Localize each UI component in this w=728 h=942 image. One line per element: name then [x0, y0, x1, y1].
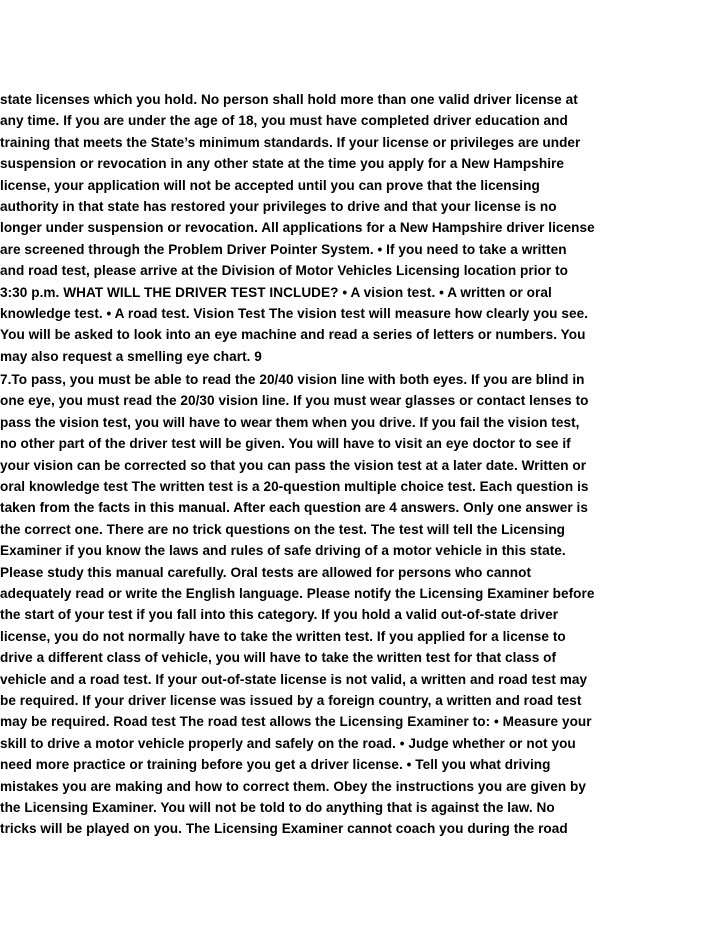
text-line: Examiner if you know the laws and rules of safe driving of a motor vehicle in this state.	[0, 543, 566, 559]
text-line: need more practice or training before you get a driver license. • Tell you what driving	[0, 757, 551, 773]
text-line: may be required. Road test The road test allows the Licensing Examiner to: • Measure your	[0, 714, 592, 730]
text-line: 7.To pass, you must be able to read the 20/40 vision line with both eyes. If you are blind in	[0, 372, 585, 388]
paragraph-driver-test-details	[0, 369, 640, 840]
text-line: authority in that state has restored your privileges to drive and that your license is no	[0, 198, 557, 214]
text-line: be required. If your driver license was issued by a foreign country, a written and road test	[0, 692, 582, 708]
text-line: vehicle and a road test. If your out-of-state license is not valid, a written and road test may	[0, 671, 588, 687]
text-line: the start of your test if you fall into this category. If you hold a valid out-of-state driver	[0, 607, 559, 623]
text-line: one eye, you must read the 20/30 vision line. If you must wear glasses or contact lenses to	[0, 393, 589, 409]
text-line: knowledge test. • A road test. Vision Test The vision test will measure how clearly you see.	[0, 305, 589, 321]
text-line: suspension or revocation in any other state at the time you apply for a New Hampshire	[0, 156, 564, 172]
paragraph-licensing-requirements	[0, 89, 640, 367]
text-line: oral knowledge test The written test is a 20-question multiple choice test. Each question is	[0, 479, 589, 495]
text-line: state licenses which you hold. No person shall hold more than one valid driver license at	[0, 92, 578, 107]
text-line: the Licensing Examiner. You will not be told to do anything that is against the law. No	[0, 799, 555, 815]
text-line: tricks will be played on you. The Licensing Examiner cannot coach you during the road	[0, 821, 568, 837]
text-line: 3:30 p.m. WHAT WILL THE DRIVER TEST INCLUDE? • A vision test. • A written or oral	[0, 284, 552, 300]
text-line: your vision can be corrected so that you can pass the vision test at a later date. Written or	[0, 457, 587, 473]
text-line: longer under suspension or revocation. All applications for a New Hampshire driver license	[0, 220, 595, 236]
text-line: are screened through the Problem Driver Pointer System. • If you need to take a written	[0, 241, 567, 257]
text-line: license, you do not normally have to take the written test. If you applied for a license to	[0, 628, 566, 644]
text-line: may also request a smelling eye chart. 9	[0, 348, 262, 364]
text-line: mistakes you are making and how to correct them. Obey the instructions you are given by	[0, 778, 587, 794]
text-line: Please study this manual carefully. Oral tests are allowed for persons who cannot	[0, 564, 532, 580]
text-line: no other part of the driver test will be given. You will have to visit an eye doctor to see if	[0, 436, 571, 452]
text-line: any time. If you are under the age of 18, you must have completed driver education and	[0, 113, 568, 129]
text-line: pass the vision test, you will have to wear them when you drive. If you fail the vision test,	[0, 414, 580, 430]
text-line: skill to drive a motor vehicle properly and safely on the road. • Judge whether or not you	[0, 735, 576, 751]
text-line: taken from the facts in this manual. After each question are 4 answers. Only one answer is	[0, 500, 588, 516]
text-line: drive a different class of vehicle, you will have to take the written test for that class of	[0, 650, 557, 666]
text-line: training that meets the State’s minimum standards. If your license or privileges are under	[0, 134, 581, 150]
document-body	[0, 89, 640, 840]
text-line: and road test, please arrive at the Division of Motor Vehicles Licensing location prior to	[0, 263, 569, 279]
text-line: the correct one. There are no trick questions on the test. The test will tell the Licensing	[0, 521, 566, 537]
text-line: You will be asked to look into an eye machine and read a series of letters or numbers. You	[0, 327, 586, 343]
text-line: license, your application will not be accepted until you can prove that the licensing	[0, 177, 540, 193]
text-line: adequately read or write the English language. Please notify the Licensing Examiner before	[0, 585, 595, 601]
